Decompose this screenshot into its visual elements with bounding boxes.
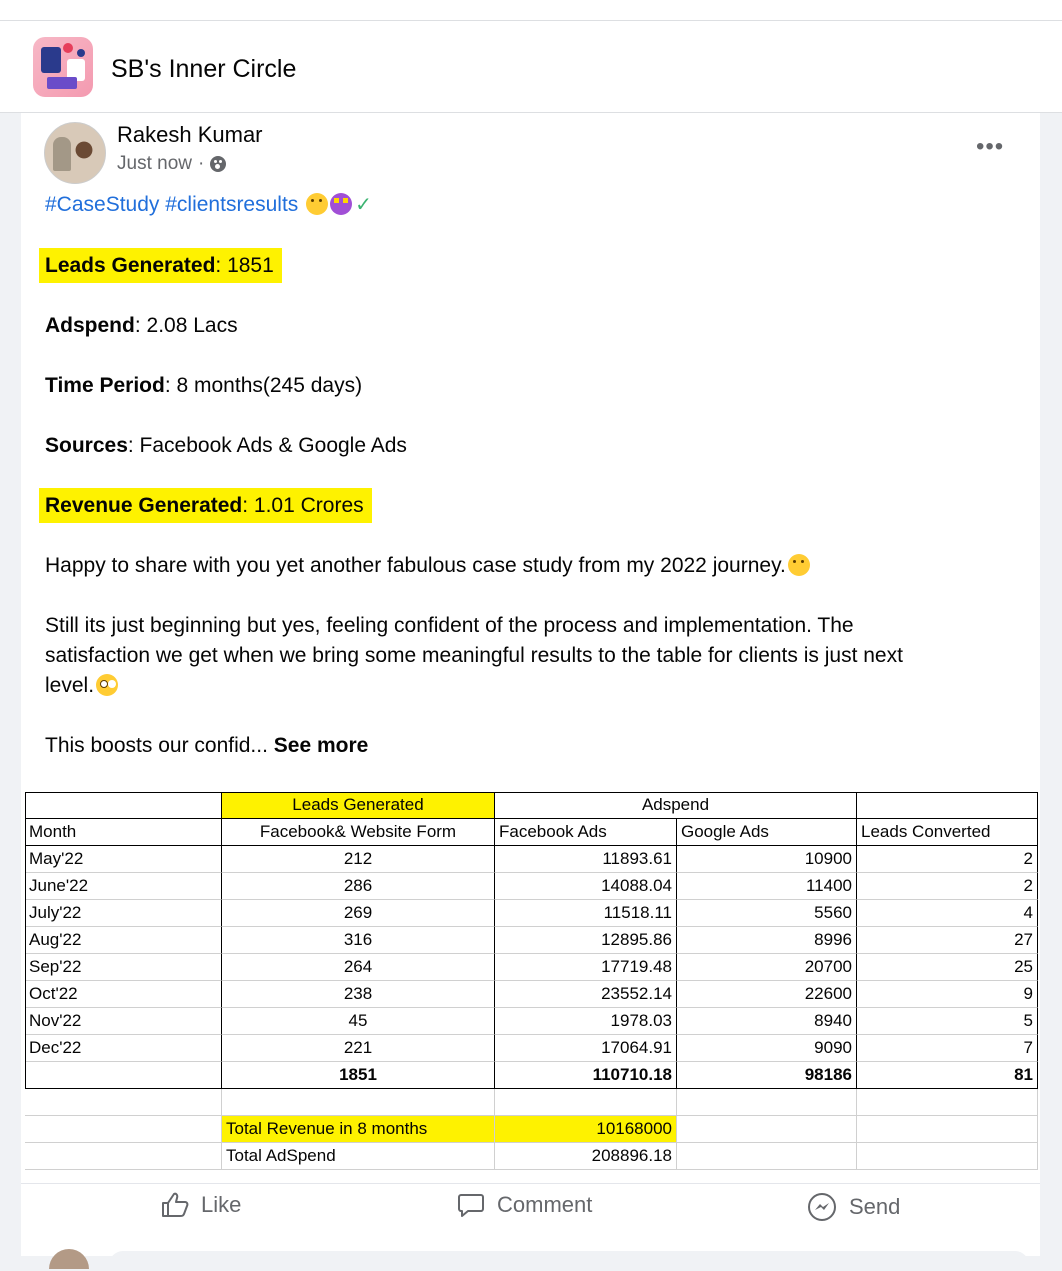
column-leads-converted: Leads Converted	[857, 819, 1038, 846]
hashtags	[45, 190, 372, 220]
total-leads: 1851	[222, 1062, 495, 1089]
party-face-icon	[788, 554, 810, 576]
leads-cell: 45	[222, 1008, 495, 1035]
comment-icon	[457, 1192, 485, 1218]
leads-label: Leads Generated	[45, 254, 216, 277]
column-google-ads: Google Ads	[677, 819, 857, 846]
empty-cell	[857, 1143, 1038, 1170]
comment-button[interactable]: Comment	[457, 1192, 592, 1218]
paragraph-1: Happy to share with you yet another fabulous case study from my 2022 journey.	[45, 551, 810, 581]
facebook-ads-cell: 23552.14	[495, 981, 677, 1008]
post-meta: Just now ·	[117, 153, 226, 175]
converted-cell: 2	[857, 873, 1038, 900]
star-struck-icon	[330, 193, 352, 215]
total-adspend-value: 208896.18	[495, 1143, 677, 1170]
header-blank	[857, 792, 1038, 819]
leads-cell: 238	[222, 981, 495, 1008]
facebook-ads-cell: 14088.04	[495, 873, 677, 900]
time-period-value: : 8 months(245 days)	[164, 374, 363, 397]
leads-cell: 286	[222, 873, 495, 900]
column-facebook-ads: Facebook Ads	[495, 819, 677, 846]
month-cell: Dec'22	[25, 1035, 222, 1062]
empty-cell	[677, 1143, 857, 1170]
column-form: Facebook& Website Form	[222, 819, 495, 846]
revenue-value: : 1.01 Crores	[242, 494, 364, 517]
results-table-image[interactable]	[25, 792, 1038, 1175]
facebook-ads-cell: 11893.61	[495, 846, 677, 873]
table-left-border	[25, 792, 26, 1089]
adspend-label: Adspend	[45, 314, 135, 337]
month-cell: Sep'22	[25, 954, 222, 981]
total-blank	[25, 1062, 222, 1089]
party-face-icon	[306, 193, 328, 215]
group-name[interactable]: SB's Inner Circle	[111, 55, 297, 83]
empty-cell	[25, 1089, 222, 1116]
total-revenue-value: 10168000	[495, 1116, 677, 1143]
paragraph-3: This boosts our confid... See more	[45, 734, 369, 757]
post-actions	[21, 1183, 1040, 1242]
header-adspend: Adspend	[495, 792, 857, 819]
month-cell: Aug'22	[25, 927, 222, 954]
month-cell: July'22	[25, 900, 222, 927]
time-period-line	[45, 371, 362, 401]
converted-cell: 25	[857, 954, 1038, 981]
converted-cell: 7	[857, 1035, 1038, 1062]
google-ads-cell: 10900	[677, 846, 857, 873]
chart-check-icon: ✓	[355, 194, 372, 216]
month-cell: Nov'22	[25, 1008, 222, 1035]
adspend-value: : 2.08 Lacs	[134, 314, 238, 337]
like-icon	[161, 1192, 189, 1218]
facebook-ads-cell: 1978.03	[495, 1008, 677, 1035]
total-google-ads: 98186	[677, 1062, 857, 1089]
group-logo[interactable]	[33, 37, 93, 97]
pleading-face-icon	[96, 674, 118, 696]
commenter-avatar[interactable]	[49, 1249, 89, 1269]
facebook-ads-cell: 17719.48	[495, 954, 677, 981]
sources-label: Sources	[45, 434, 128, 457]
converted-cell: 4	[857, 900, 1038, 927]
month-cell: June'22	[25, 873, 222, 900]
month-cell: Oct'22	[25, 981, 222, 1008]
facebook-ads-cell: 17064.91	[495, 1035, 677, 1062]
send-button[interactable]: Send	[807, 1192, 900, 1222]
leads-cell: 212	[222, 846, 495, 873]
like-button[interactable]: Like	[161, 1192, 241, 1218]
post-time[interactable]: Just now	[117, 153, 192, 174]
more-options-icon[interactable]: •••	[976, 133, 1005, 160]
paragraph-2: Still its just beginning but yes, feeling confident of the process and implementation. The satisfaction we get when we bring some meaningful results to the table for clients is just next level.	[45, 614, 903, 697]
google-ads-cell: 8940	[677, 1008, 857, 1035]
empty-cell	[677, 1089, 857, 1116]
converted-cell: 9	[857, 981, 1038, 1008]
empty-cell	[495, 1089, 677, 1116]
sources-value: : Facebook Ads & Google Ads	[127, 434, 407, 457]
converted-cell: 27	[857, 927, 1038, 954]
sources-line	[45, 431, 407, 461]
google-ads-cell: 11400	[677, 873, 857, 900]
empty-cell	[25, 1116, 222, 1143]
google-ads-cell: 20700	[677, 954, 857, 981]
author-name[interactable]: Rakesh Kumar	[117, 122, 263, 147]
leads-cell: 221	[222, 1035, 495, 1062]
total-converted: 81	[857, 1062, 1038, 1089]
empty-cell	[677, 1116, 857, 1143]
empty-cell	[222, 1089, 495, 1116]
month-cell: May'22	[25, 846, 222, 873]
hashtag-links[interactable]: #CaseStudy #clientsresults	[45, 193, 299, 216]
header-blank	[25, 792, 222, 819]
leads-cell: 269	[222, 900, 495, 927]
total-revenue-label: Total Revenue in 8 months	[222, 1116, 495, 1143]
header-leads-generated: Leads Generated	[222, 792, 495, 819]
empty-cell	[857, 1089, 1038, 1116]
empty-cell	[25, 1143, 222, 1170]
google-ads-cell: 8996	[677, 927, 857, 954]
top-strip	[0, 0, 1062, 21]
facebook-ads-cell: 12895.86	[495, 927, 677, 954]
facebook-ads-cell: 11518.11	[495, 900, 677, 927]
leads-cell: 316	[222, 927, 495, 954]
column-month: Month	[25, 819, 222, 846]
post-card	[21, 113, 1040, 1256]
adspend-line	[45, 311, 238, 341]
leads-value: : 1851	[215, 254, 274, 277]
messenger-icon	[807, 1192, 837, 1222]
converted-cell: 5	[857, 1008, 1038, 1035]
author-avatar[interactable]	[44, 122, 106, 184]
google-ads-cell: 22600	[677, 981, 857, 1008]
comment-input[interactable]	[109, 1251, 1029, 1271]
google-ads-cell: 5560	[677, 900, 857, 927]
revenue-line	[45, 491, 372, 521]
revenue-label: Revenue Generated	[45, 494, 243, 517]
google-ads-cell: 9090	[677, 1035, 857, 1062]
leads-line	[45, 251, 282, 281]
time-period-label: Time Period	[45, 374, 165, 397]
table-top-border	[25, 792, 1038, 793]
empty-cell	[857, 1116, 1038, 1143]
audience-globe-icon[interactable]	[210, 156, 226, 172]
leads-cell: 264	[222, 954, 495, 981]
see-more-link[interactable]: See more	[273, 734, 369, 757]
total-adspend-label: Total AdSpend	[222, 1143, 495, 1170]
group-header	[0, 21, 1062, 113]
total-facebook-ads: 110710.18	[495, 1062, 677, 1089]
converted-cell: 2	[857, 846, 1038, 873]
